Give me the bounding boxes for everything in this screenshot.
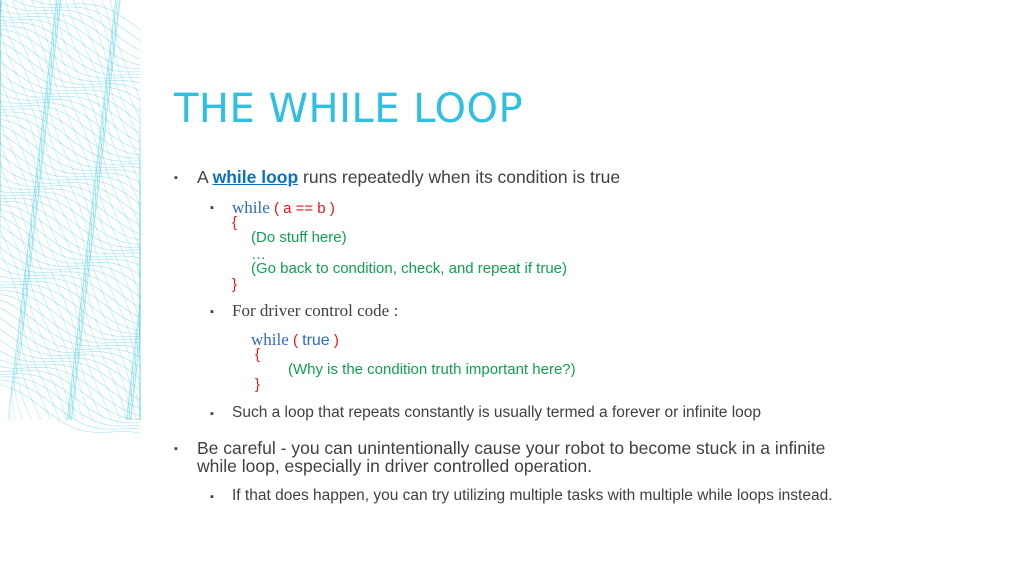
bullet-text: A xyxy=(197,167,213,187)
code-open-brace: { xyxy=(232,214,238,231)
code-keyword-while: while xyxy=(232,198,270,217)
bullet-marker: ▪ xyxy=(210,202,214,214)
bullet-marker: ▪ xyxy=(210,306,214,318)
bullet-forever-loop: Such a loop that repeats constantly is usually termed a forever or infinite loop xyxy=(232,404,762,421)
bullet-marker: ▪ xyxy=(174,172,178,184)
code-keyword-while: while xyxy=(251,330,289,349)
code-value-true: true xyxy=(302,332,330,349)
bullet-multiple-tasks: If that does happen, you can try utilizing multiple tasks with multiple while loops instead. xyxy=(232,487,833,504)
bullet-marker: ▪ xyxy=(210,408,214,420)
code-close-brace: } xyxy=(255,376,261,393)
code-close-brace: } xyxy=(232,276,238,293)
link-text-while: while xyxy=(212,167,257,187)
link-text-loop: loop xyxy=(256,167,299,187)
code-paren-open: ( xyxy=(288,332,303,349)
code-while-line xyxy=(232,199,335,216)
code-open-brace: { xyxy=(255,346,261,363)
wireframe-decoration xyxy=(0,0,150,576)
bullet-marker: ▪ xyxy=(174,443,178,455)
while-loop-link[interactable] xyxy=(213,167,299,187)
bullet-while-loop-definition xyxy=(197,169,620,187)
page-title: THE WHILE LOOP xyxy=(174,86,524,132)
bullet-be-careful-line2: while loop, especially in driver controlled operation. xyxy=(197,456,592,476)
code-ellipsis: … xyxy=(251,246,266,263)
bullet-be-careful-line1: Be careful - you can unintentionally cause your robot to become stuck in a infinite xyxy=(197,438,826,458)
code-comment-go-back: (Go back to condition, check, and repeat if true) xyxy=(251,260,568,277)
bullet-driver-control: For driver control code : xyxy=(232,301,399,320)
bullet-text: runs repeatedly when its condition is true xyxy=(298,167,621,187)
code-while-true-line xyxy=(251,331,339,349)
code-paren-close: ) xyxy=(329,332,339,349)
code-comment-why: (Why is the condition truth important here?) xyxy=(288,361,576,378)
code-comment-do-stuff: (Do stuff here) xyxy=(251,229,347,246)
bullet-marker: ▪ xyxy=(210,491,214,503)
code-condition: ( a == b ) xyxy=(269,200,335,217)
